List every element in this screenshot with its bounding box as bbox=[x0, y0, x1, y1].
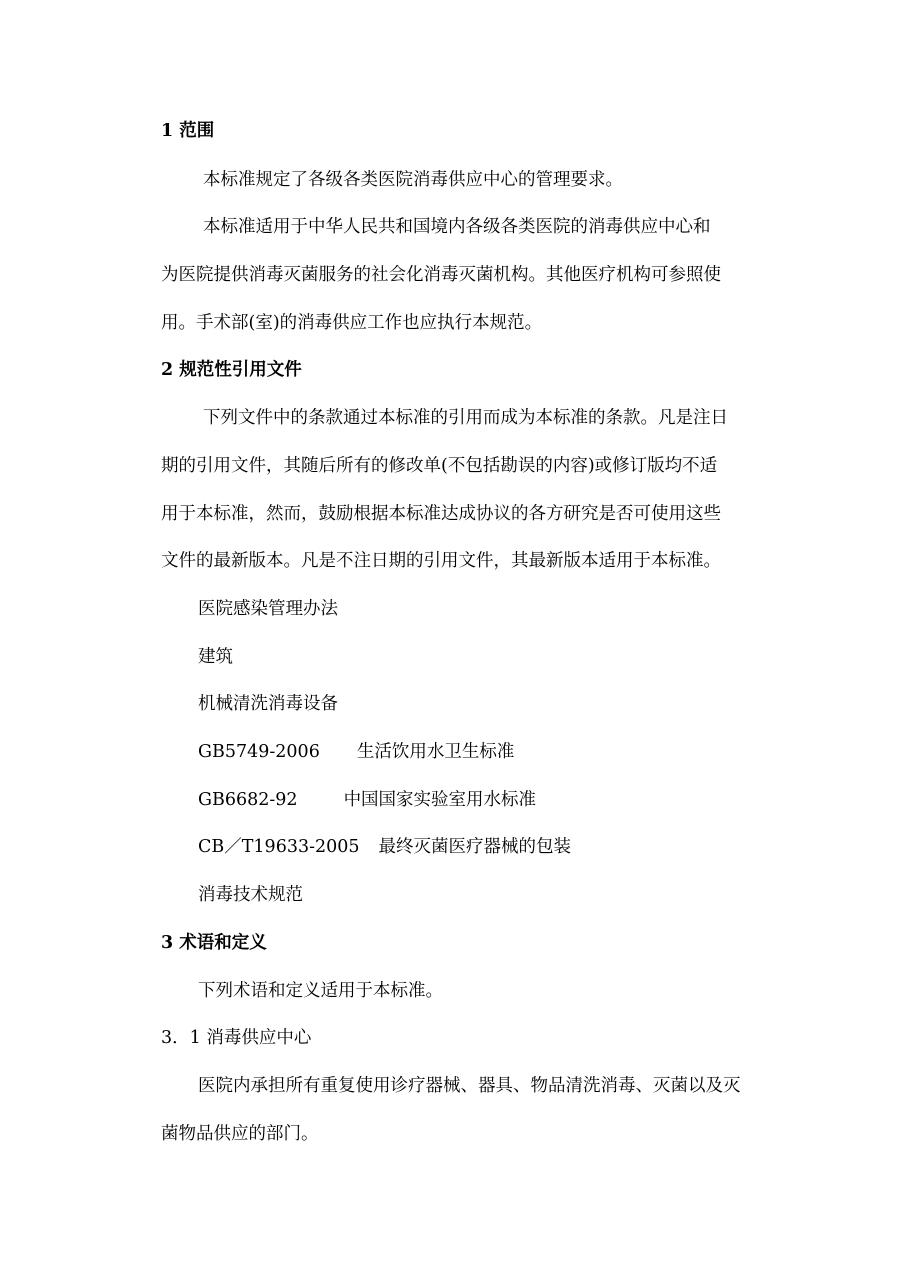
reference-item bbox=[198, 737, 514, 767]
section-1-paragraph-1: 本标准规定了各级各类医院消毒供应中心的管理要求。 bbox=[203, 170, 623, 190]
reference-item bbox=[198, 832, 571, 862]
section-1-heading: 1 范围 bbox=[161, 121, 215, 141]
section-3-intro: 下列术语和定义适用于本标准。 bbox=[198, 981, 443, 1001]
reference-title: 中国国家实验室用水标准 bbox=[343, 790, 537, 810]
term-definition-line-1: 医院内承担所有重复使用诊疗器械、器具、物品清洗消毒、灭菌以及灭 bbox=[198, 1076, 741, 1096]
section-1-paragraph-2-line-1: 本标准适用于中华人民共和国境内各级各类医院的消毒供应中心和 bbox=[203, 217, 711, 237]
term-heading: 3．1 消毒供应中心 bbox=[161, 1028, 312, 1048]
reference-title: 生活饮用水卫生标准 bbox=[356, 742, 515, 762]
reference-item: 机械清洗消毒设备 bbox=[198, 694, 338, 714]
section-2-paragraph-line-4: 文件的最新版本。凡是不注日期的引用文件，其最新版本适用于本标准。 bbox=[161, 551, 721, 571]
section-2-paragraph-line-1: 下列文件中的条款通过本标准的引用而成为本标准的条款。凡是注日 bbox=[203, 408, 728, 428]
reference-item: 建筑 bbox=[198, 647, 233, 667]
reference-code: CB／T19633-2005 bbox=[198, 837, 360, 857]
section-2-paragraph-line-3: 用于本标准，然而，鼓励根据本标准达成协议的各方研究是否可使用这些 bbox=[161, 504, 721, 524]
reference-item bbox=[198, 785, 536, 815]
section-2-heading: 2 规范性引用文件 bbox=[161, 360, 302, 380]
section-2-paragraph-line-2: 期的引用文件，其随后所有的修改单(不包括勘误的内容)或修订版均不适 bbox=[161, 456, 718, 476]
reference-item: 消毒技术规范 bbox=[198, 885, 303, 905]
section-1-paragraph-2-line-2: 为医院提供消毒灭菌服务的社会化消毒灭菌机构。其他医疗机构可参照使 bbox=[161, 265, 721, 285]
reference-code: GB6682-92 bbox=[198, 790, 298, 810]
section-1-paragraph-2-line-3: 用。手术部(室)的消毒供应工作也应执行本规范。 bbox=[161, 313, 543, 333]
section-3-heading: 3 术语和定义 bbox=[161, 933, 267, 953]
reference-code: GB5749-2006 bbox=[198, 742, 320, 762]
reference-item: 医院感染管理办法 bbox=[198, 599, 338, 619]
term-definition-line-2: 菌物品供应的部门。 bbox=[161, 1124, 319, 1144]
reference-title: 最终灭菌医疗器械的包装 bbox=[378, 837, 572, 857]
